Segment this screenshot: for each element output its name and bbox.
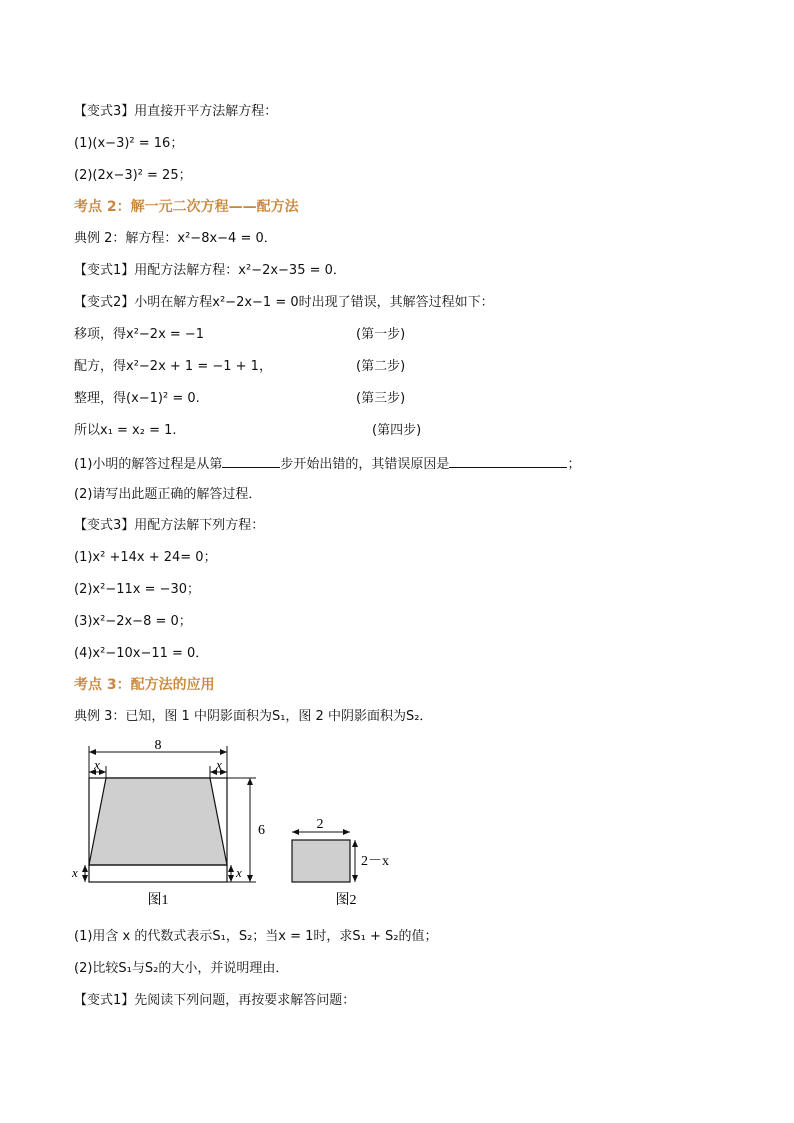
fig1-x-right-label: x — [216, 757, 222, 772]
step1-tag: (第一步) — [356, 327, 406, 342]
question1-part-c: ； — [567, 457, 581, 472]
section-heading-3: 考点 3：配方法的应用 — [74, 677, 215, 693]
fig1-shaded-trapezoid — [89, 778, 227, 865]
equation4: (4)x²−10x−11 = 0． — [74, 646, 209, 661]
fig2-shaded-rect — [292, 840, 350, 882]
variant1-read: 【变式1】先阅读下列问题，再按要求解答问题： — [74, 993, 356, 1008]
section-heading-2: 考点 2：解一元二次方程——配方法 — [74, 199, 299, 215]
step2: 配方，得x²−2x + 1 = −1 + 1， — [74, 359, 272, 374]
question1: (1)用含 x 的代数式表示S₁，S₂；当x = 1时，求S₁ + S₂的值； — [74, 929, 438, 944]
fig2-caption: 图2 — [335, 893, 357, 908]
equation3: (3)x²−2x−8 = 0； — [74, 614, 192, 629]
step3: 整理，得(x−1)² = 0. — [74, 391, 200, 406]
step4-tag: (第四步) — [372, 423, 422, 438]
fig1-width-label: 8 — [154, 738, 162, 753]
fig1-x-br-label: x — [236, 865, 242, 880]
fig2-width-label: 2 — [316, 817, 324, 832]
example3: 典例 3：已知，图 1 中阴影面积为S₁，图 2 中阴影面积为S₂． — [74, 709, 433, 724]
variant3-title: 【变式3】用直接开平方法解方程： — [74, 104, 278, 119]
variant2-question2: (2)请写出此题正确的解答过程． — [74, 487, 262, 502]
step1: 移项，得x²−2x = −1 — [74, 327, 205, 342]
fig2-height-label: 2－x — [361, 854, 389, 869]
equation2: (2)x²−11x = −30； — [74, 582, 201, 597]
fig1-height-label: 6 — [258, 823, 265, 838]
step4: 所以x₁ = x₂ = 1. — [74, 423, 177, 438]
fig1-caption: 图1 — [147, 893, 169, 908]
variant3-eq2: (2)(2x−3)² = 25； — [74, 168, 192, 183]
fig1-x-left-label: x — [94, 757, 100, 772]
variant2-intro: 【变式2】小明在解方程x²−2x−1 = 0时出现了错误，其解答过程如下： — [74, 295, 494, 310]
equation1: (1)x² +14x + 24= 0； — [74, 550, 217, 565]
fig1-x-bl-label: x — [72, 865, 78, 880]
question1-part-b: 步开始出错的，其错误原因是 — [280, 457, 450, 472]
step3-tag: (第三步) — [356, 391, 406, 406]
question1-part-a: (1)小明的解答过程是从第 — [74, 457, 223, 472]
variant3-eq1: (1)(x−3)² = 16； — [74, 136, 184, 151]
step2-tag: (第二步) — [356, 359, 406, 374]
variant1: 【变式1】用配方法解方程：x²−2x−35 = 0． — [74, 263, 346, 278]
variant3b-title: 【变式3】用配方法解下列方程： — [74, 518, 265, 533]
question2: (2)比较S₁与S₂的大小，并说明理由． — [74, 961, 289, 976]
example2: 典例 2：解方程：x²−8x−4 = 0． — [74, 231, 277, 246]
